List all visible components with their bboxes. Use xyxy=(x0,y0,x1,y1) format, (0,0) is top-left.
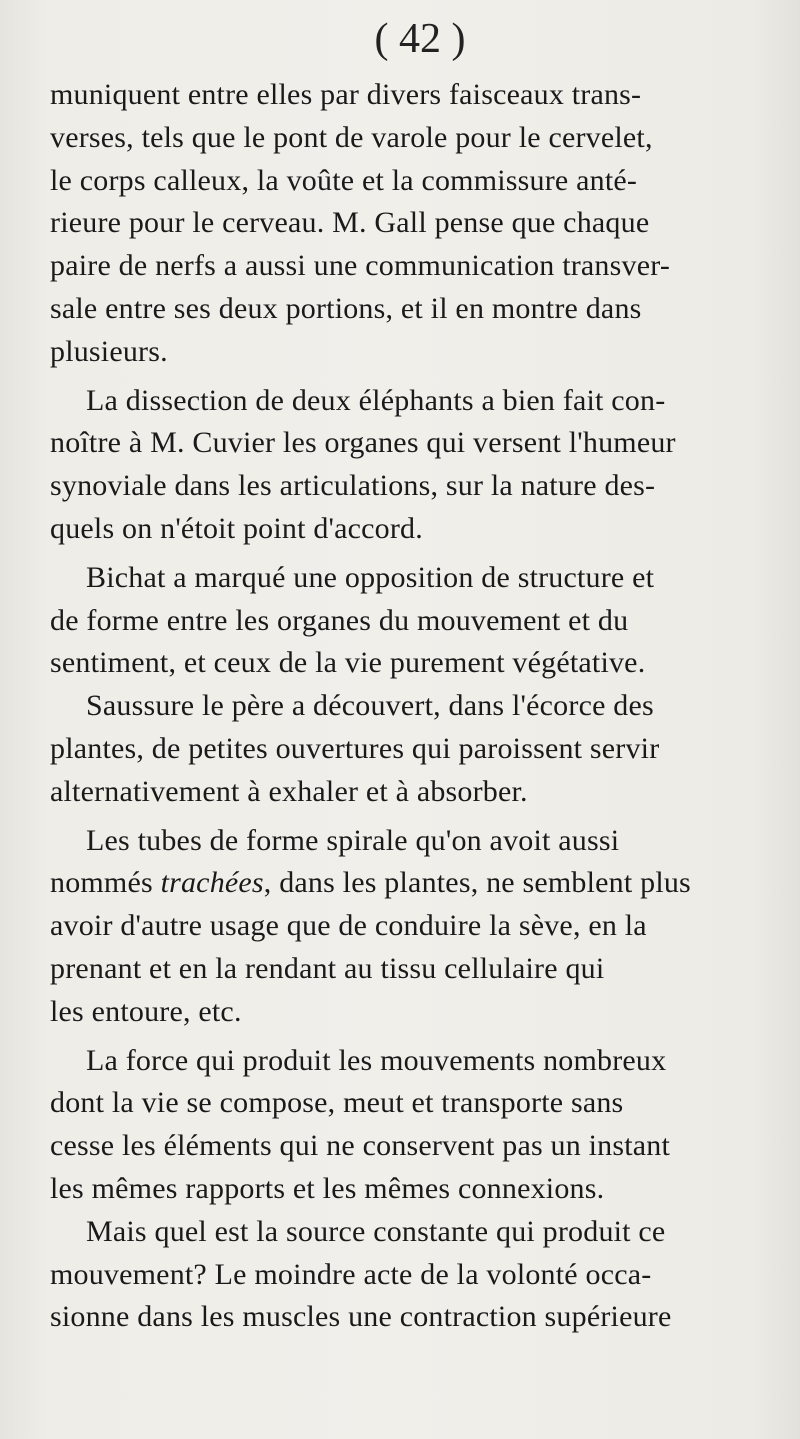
text-line: les entoure, etc. xyxy=(50,994,242,1028)
text-line: plusieurs. xyxy=(50,334,168,368)
text-line: le corps calleux, la voûte et la commissure anté- xyxy=(50,163,638,197)
text-line: muniquent entre elles par divers faisceaux trans- xyxy=(50,78,642,111)
text-line: Saussure le père a découvert, dans l'écorce des xyxy=(86,689,654,723)
text-line: La force qui produit les mouvements nombreux xyxy=(86,1043,667,1077)
text-line: sionne dans les muscles une contraction supérieure xyxy=(50,1300,672,1334)
text-line: dont la vie se compose, meut et transporte sans xyxy=(50,1086,624,1120)
text-line: Bichat a marqué une opposition de structure et xyxy=(86,560,655,594)
text-line: paire de nerfs a aussi une communication transver- xyxy=(50,249,671,283)
text-line: verses, tels que le pont de varole pour le cervelet, xyxy=(50,120,653,154)
text-line: mouvement? Le moindre acte de la volonté occa- xyxy=(50,1257,652,1291)
text-run: nommés xyxy=(50,866,161,900)
text-line: rieure pour le cerveau. M. Gall pense que chaque xyxy=(50,206,650,240)
text-line: prenant et en la rendant au tissu cellulaire qui xyxy=(50,951,605,985)
text-line: de forme entre les organes du mouvement et du xyxy=(50,603,629,637)
text-line: sale entre ses deux portions, et il en montre dans xyxy=(50,291,642,325)
text-line xyxy=(50,862,800,905)
text-line: sentiment, et ceux de la vie purement végétative. xyxy=(50,646,646,680)
body-text xyxy=(50,74,800,1339)
text-line: cesse les éléments qui ne conservent pas un instant xyxy=(50,1129,671,1163)
text-line: les mêmes rapports et les mêmes connexions. xyxy=(50,1171,605,1205)
text-line: alternativement à exhaler et à absorber. xyxy=(50,774,528,808)
text-line: La dissection de deux éléphants a bien fait con- xyxy=(86,383,666,417)
page-number: ( 42 ) xyxy=(374,16,466,62)
text-run: , dans les plantes, ne semblent plus xyxy=(263,866,691,900)
text-line: plantes, de petites ouvertures qui paroissent servir xyxy=(50,731,660,765)
text-line: noître à M. Cuvier les organes qui versent l'humeur xyxy=(50,426,676,460)
text-line: synoviale dans les articulations, sur la nature des- xyxy=(50,469,656,503)
text-line: avoir d'autre usage que de conduire la sève, en la xyxy=(50,909,647,943)
italic-term: trachées xyxy=(160,866,264,900)
text-line: Les tubes de forme spirale qu'on avoit aussi xyxy=(86,823,620,857)
text-line: quels on n'étoit point d'accord. xyxy=(50,511,423,545)
text-line: Mais quel est la source constante qui produit ce xyxy=(86,1214,666,1248)
